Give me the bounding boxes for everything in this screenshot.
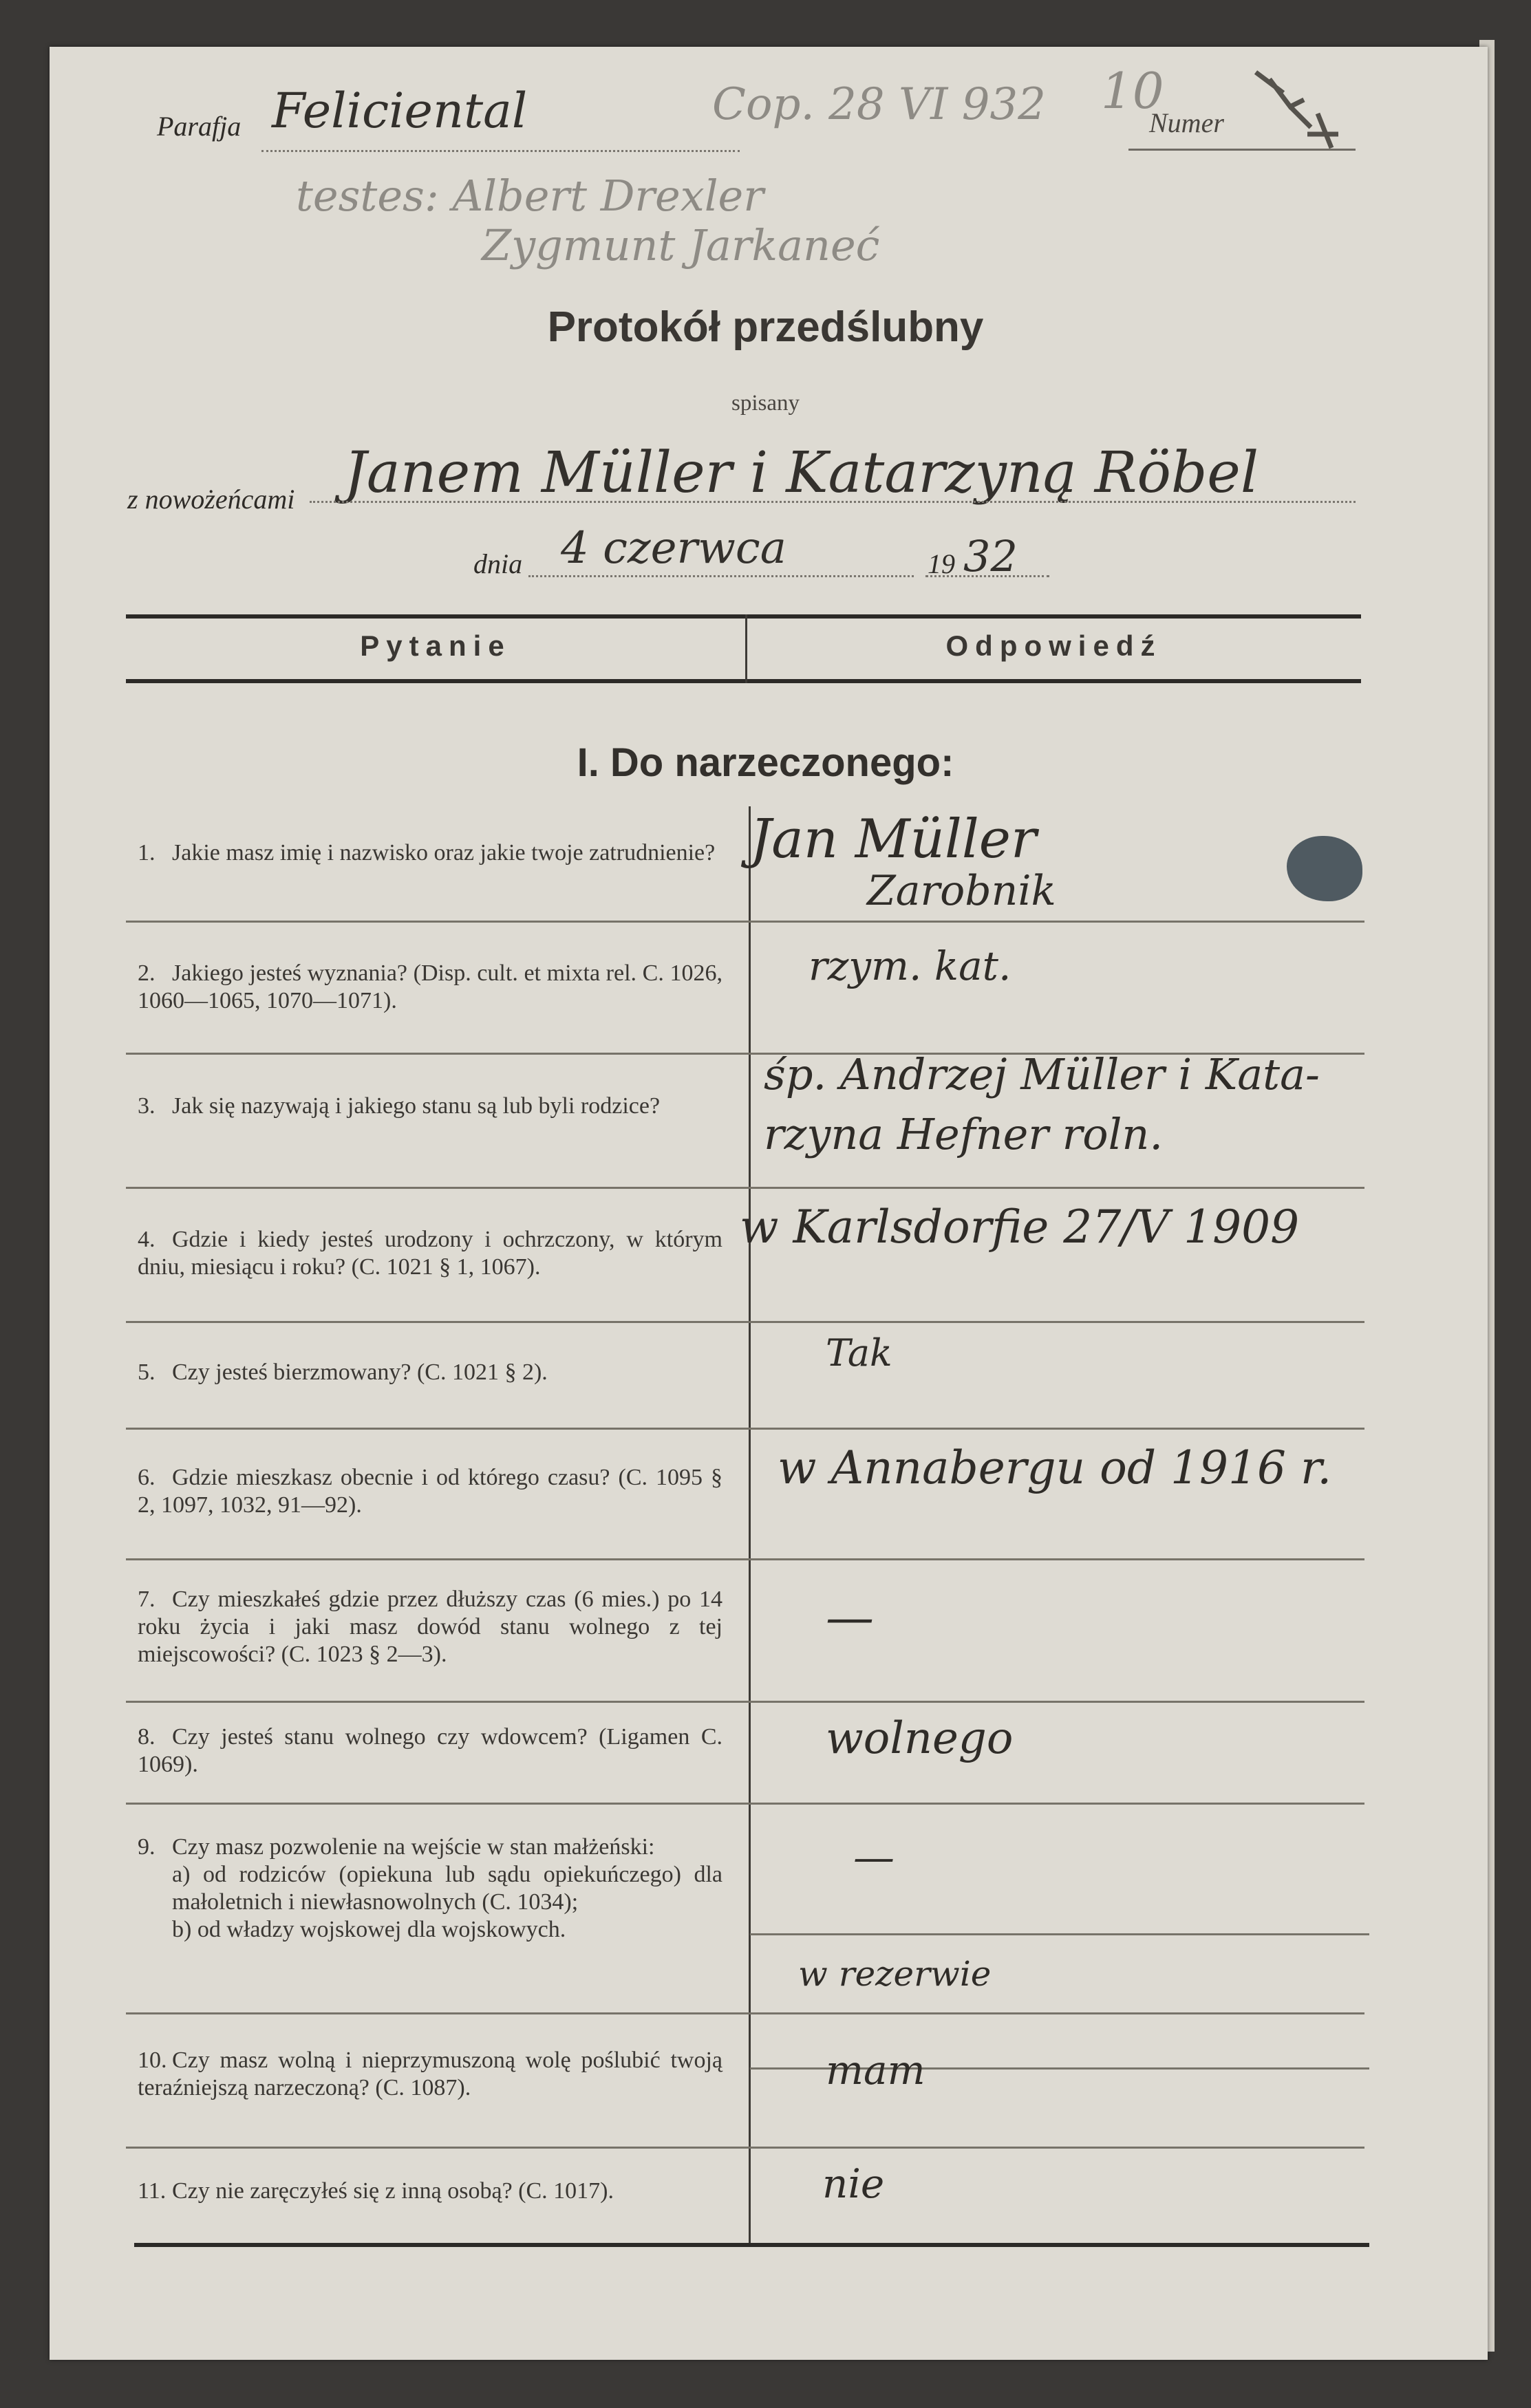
question-number: 10. xyxy=(138,2047,167,2073)
answer-7: — xyxy=(826,1589,874,1646)
column-header-answer: Odpowiedź xyxy=(945,630,1162,662)
year-prefix: 19 xyxy=(928,548,955,579)
question-number: 9. xyxy=(138,1834,156,1860)
question-text: Czy jesteś bierzmowany? (C. 1021 § 2). xyxy=(172,1359,548,1385)
question-number: 11. xyxy=(138,2178,167,2204)
copy-note: Cop. 28 VI 932 xyxy=(712,79,1046,130)
question-text: Czy jesteś stanu wolnego czy wdowcem? (Ligamen C. 1069). xyxy=(138,1724,722,1777)
date-line xyxy=(528,575,914,577)
row-separator xyxy=(126,2012,1364,2014)
answer-11: nie xyxy=(822,2160,885,2207)
question-number: 6. xyxy=(138,1465,156,1490)
question-text: Jakie masz imię i nazwisko oraz jakie twoje zatrudnienie? xyxy=(172,840,716,866)
question-10 xyxy=(138,2047,722,2102)
answer-3-line-1: śp. Andrzej Müller i Kata- xyxy=(764,1049,1320,1099)
question-number: 5. xyxy=(138,1359,156,1385)
number-label: Numer xyxy=(1149,107,1224,138)
document-subtitle: spisany xyxy=(731,391,800,416)
couple-value: Janem Müller i Katarzyną Röbel xyxy=(344,440,1259,506)
header-divider xyxy=(745,614,747,683)
answer-5: Tak xyxy=(826,1331,892,1375)
question-5 xyxy=(138,1359,722,1386)
answer-3-line-2: rzyna Hefner roln. xyxy=(764,1109,1164,1159)
table-bottom-rule xyxy=(134,2243,1369,2247)
answer-separator xyxy=(750,1933,1369,1935)
date-label: dnia xyxy=(473,548,523,579)
question-number: 7. xyxy=(138,1587,156,1612)
section-title: I. Do narzeczonego: xyxy=(577,740,954,785)
answer-9-part-b: w rezerwie xyxy=(798,1954,992,1994)
year-value: 32 xyxy=(963,531,1018,581)
answer-8: wolnego xyxy=(826,1713,1014,1764)
question-text: Czy nie zaręczyłeś się z inną osobą? (C. 1017). xyxy=(172,2178,614,2204)
row-separator xyxy=(126,1803,1364,1805)
question-1 xyxy=(138,839,722,867)
question-6 xyxy=(138,1464,722,1519)
parish-line xyxy=(261,150,740,152)
answer-10: mam xyxy=(826,2047,925,2094)
parish-label: Parafja xyxy=(157,111,242,142)
column-header-question: Pytanie xyxy=(360,630,511,662)
document-title: Protokół przedślubny xyxy=(547,303,984,351)
answer-1-line-2: Zarobnik xyxy=(867,867,1056,915)
question-8 xyxy=(138,1723,722,1778)
year-line xyxy=(925,575,1049,577)
table-header-rule xyxy=(126,679,1361,683)
question-text: Czy masz pozwolenie na wejście w stan małżeński: xyxy=(172,1834,655,1860)
question-number: 2. xyxy=(138,960,156,986)
row-separator xyxy=(126,921,1364,923)
question-9-part-b: b) od władzy wojskowej dla wojskowych. xyxy=(172,1917,566,1942)
row-separator xyxy=(126,1558,1364,1560)
question-text: Czy masz wolną i nieprzymuszoną wolę poślubić twoją teraźniejszą narzeczoną? (C. 1087). xyxy=(138,2047,722,2100)
row-separator xyxy=(126,2147,1364,2149)
question-9-part-a: a) od rodziców (opiekuna lub sądu opiekuńczego) dla małoletnich i niewłasnowolnych (C. 1034); xyxy=(172,1862,722,1915)
question-number: 1. xyxy=(138,840,156,866)
question-4 xyxy=(138,1226,722,1281)
number-value: 10 xyxy=(1101,62,1164,120)
column-divider xyxy=(749,806,751,2244)
row-separator xyxy=(126,1701,1364,1703)
couple-label: z nowożeńcami xyxy=(127,484,295,515)
corner-scribble-mark xyxy=(1242,65,1345,155)
question-11 xyxy=(138,2178,722,2205)
answer-9-part-a: — xyxy=(853,1834,895,1882)
row-separator xyxy=(126,1321,1364,1323)
question-text: Jak się nazywają i jakiego stanu są lub byli rodzice? xyxy=(172,1093,661,1119)
question-text: Gdzie mieszkasz obecnie i od którego czasu? (C. 1095 § 2, 1097, 1032, 91—92). xyxy=(138,1465,722,1518)
witnesses-note-2: Zygmunt Jarkaneć xyxy=(482,220,880,270)
witnesses-note-1: testes: Albert Drexler xyxy=(296,171,764,221)
row-separator xyxy=(126,1428,1364,1430)
question-9 xyxy=(138,1834,722,1944)
question-7 xyxy=(138,1586,722,1668)
answer-1-line-1: Jan Müller xyxy=(750,808,1037,870)
question-3 xyxy=(138,1093,722,1120)
question-text: Czy mieszkałeś gdzie przez dłuższy czas (6 mies.) po 14 roku życia i jaki masz dowód stanu wolnego z tej miejscowości? (C. 1023 § 2—3). xyxy=(138,1587,722,1667)
question-text: Jakiego jesteś wyznania? (Disp. cult. et mixta rel. C. 1026, 1060—1065, 1070—1071). xyxy=(138,960,722,1013)
date-value: 4 czerwca xyxy=(561,523,786,574)
answer-4: w Karlsdorfie 27/V 1909 xyxy=(740,1201,1300,1254)
question-number: 4. xyxy=(138,1227,156,1252)
row-separator xyxy=(126,1187,1364,1189)
answer-2: rzym. kat. xyxy=(809,943,1011,989)
question-number: 3. xyxy=(138,1093,156,1119)
couple-line xyxy=(310,501,1356,503)
table-top-rule xyxy=(126,614,1361,619)
parish-value: Feliciental xyxy=(272,83,528,139)
answer-6: w Annabergu od 1916 r. xyxy=(778,1441,1332,1494)
question-2 xyxy=(138,960,722,1015)
question-number: 8. xyxy=(138,1724,156,1750)
question-text: Gdzie i kiedy jesteś urodzony i ochrzczony, w którym dniu, miesiącu i roku? (C. 1021 § 1, 1067). xyxy=(138,1227,722,1280)
